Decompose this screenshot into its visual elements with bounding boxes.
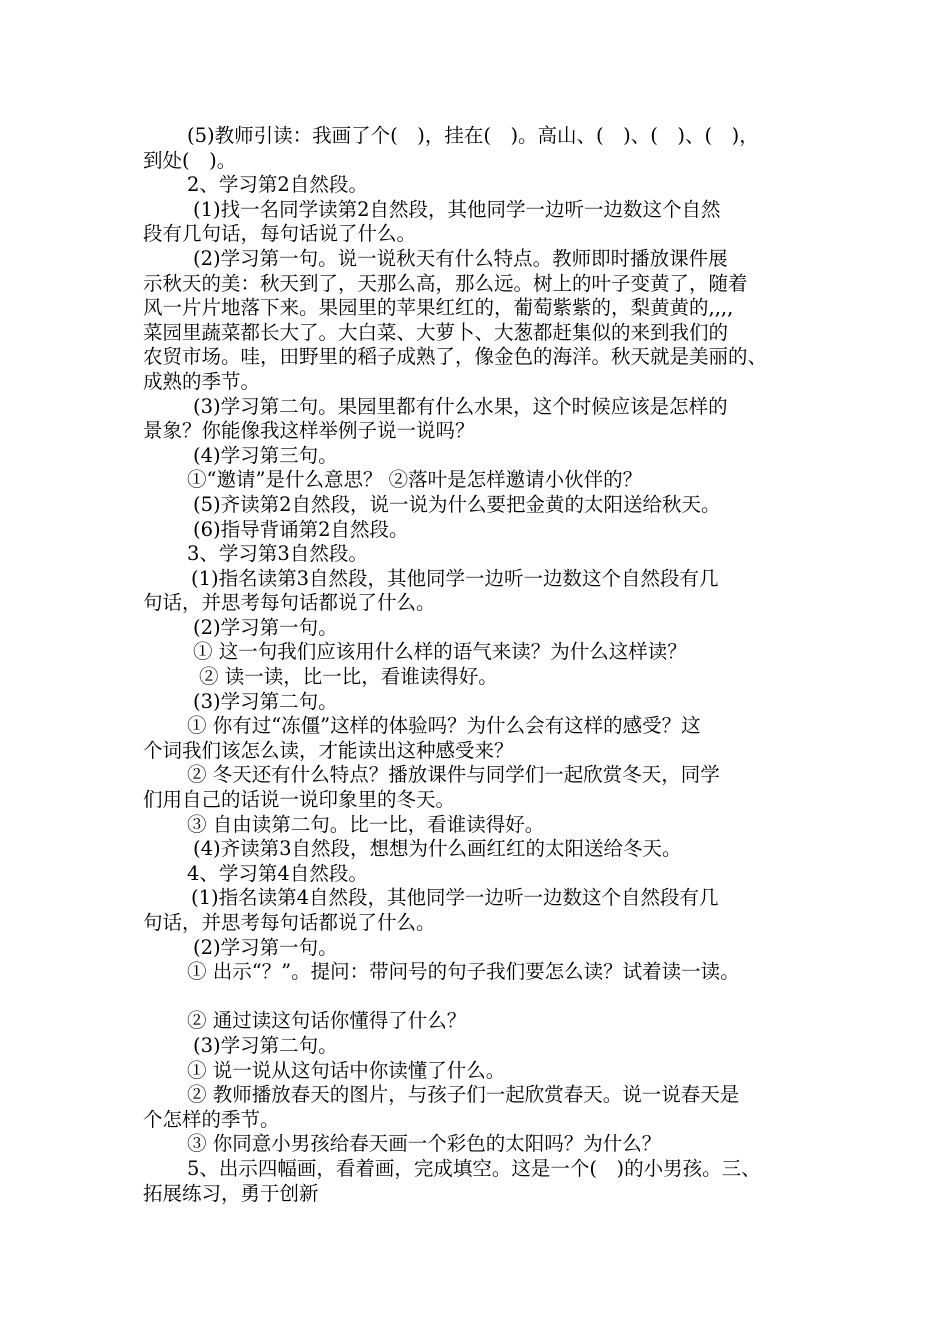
blank-line bbox=[143, 985, 823, 1010]
text-line: 农贸市场。哇，田野里的稻子成熟了，像金色的海洋。秋天就是美丽的、 bbox=[143, 345, 768, 369]
text-line: 成熟的季节。 bbox=[143, 369, 261, 393]
text-line: 段有几句话，每句话说了什么。 bbox=[143, 222, 417, 246]
text-line: 5、出示四幅画，看着画，完成填空。这是一个( )的小男孩。三、 bbox=[187, 1156, 761, 1180]
text-line: (3)学习第二句。 bbox=[193, 1033, 338, 1057]
text-line: ② 读一读，比一比，看谁读得好。 bbox=[199, 665, 498, 689]
text-line: ③ 你同意小男孩给春天画一个彩色的太阳吗？为什么？ bbox=[187, 1132, 662, 1156]
text-line: 3、学习第3自然段。 bbox=[187, 542, 368, 566]
text-line: ① 这一句我们应该用什么样的语气来读？为什么这样读？ bbox=[193, 640, 687, 664]
text-line: 个词我们该怎么读，才能读出这种感受来？ bbox=[143, 738, 514, 762]
text-line: (1)找一名同学读第2自然段，其他同学一边听一边数这个自然 bbox=[193, 197, 721, 221]
document-body bbox=[143, 124, 823, 1206]
text-line: 们用自己的话说一说印象里的冬天。 bbox=[143, 788, 456, 812]
text-line: 到处( )。 bbox=[143, 148, 237, 172]
text-line: 句话，并思考每句话都说了什么。 bbox=[143, 591, 436, 615]
text-line: (1)指名读第3自然段，其他同学一边听一边数这个自然段有几 bbox=[191, 566, 719, 590]
text-line: ③ 自由读第二句。比一比，看谁读得好。 bbox=[187, 812, 545, 836]
text-line: 2、学习第2自然段。 bbox=[187, 173, 368, 197]
text-line: ① 说一说从这句话中你读懂了什么。 bbox=[187, 1058, 506, 1082]
text-line: 示秋天的美：秋天到了，天那么高，那么远。树上的叶子变黄了，随着 bbox=[143, 271, 748, 295]
text-line: (4)学习第三句。 bbox=[193, 443, 338, 467]
text-line: ①“邀请”是什么意思？ ②落叶是怎样邀请小伙伴的？ bbox=[187, 468, 643, 492]
text-line: (3)学习第二句。 bbox=[193, 689, 338, 713]
text-line: ② 教师播放春天的图片，与孩子们一起欣赏春天。说一说春天是 bbox=[187, 1083, 740, 1107]
text-line: (2)学习第一句。 bbox=[193, 615, 338, 639]
text-line: ① 你有过“冻僵”这样的体验吗？为什么会有这样的感受？这 bbox=[187, 714, 701, 738]
text-line: 景象？你能像我这样举例子说一说吗？ bbox=[143, 419, 475, 443]
text-line: 拓展练习，勇于创新 bbox=[143, 1181, 319, 1205]
text-line: (5)教师引读：我画了个( )，挂在( )。高山、( )、( )、( )， bbox=[187, 124, 759, 147]
text-line: 菜园里蔬菜都长大了。大白菜、大萝卜、大葱都赶集似的来到我们的 bbox=[143, 320, 729, 344]
text-line: 个怎样的季节。 bbox=[143, 1107, 280, 1131]
text-line: (4)齐读第3自然段，想想为什么画红红的太阳送给冬天。 bbox=[193, 837, 682, 861]
text-line: 句话，并思考每句话都说了什么。 bbox=[143, 911, 436, 934]
text-line: 风一片片地落下来。果园里的苹果红红的，葡萄紫紫的，梨黄黄的,,,, bbox=[143, 296, 734, 320]
text-line: (5)齐读第2自然段，说一说为什么要把金黄的太阳送给秋天。 bbox=[193, 492, 721, 516]
text-line: (2)学习第一句。 bbox=[193, 935, 338, 959]
text-line: ② 通过读这句话你懂得了什么？ bbox=[187, 1009, 467, 1033]
text-line: (3)学习第二句。果园里都有什么水果，这个时候应该是怎样的 bbox=[193, 394, 728, 418]
text-line: (6)指导背诵第2自然段。 bbox=[193, 517, 409, 541]
text-line: ① 出示“？”。提问：带问号的句子我们要怎么读？试着读一读。 bbox=[187, 960, 740, 984]
text-line: ② 冬天还有什么特点？播放课件与同学们一起欣赏冬天，同学 bbox=[187, 763, 720, 787]
text-line: 4、学习第4自然段。 bbox=[187, 861, 368, 885]
text-line: (1)指名读第4自然段，其他同学一边听一边数这个自然段有几 bbox=[191, 886, 719, 910]
text-line: (2)学习第一句。说一说秋天有什么特点。教师即时播放课件展 bbox=[193, 246, 728, 270]
